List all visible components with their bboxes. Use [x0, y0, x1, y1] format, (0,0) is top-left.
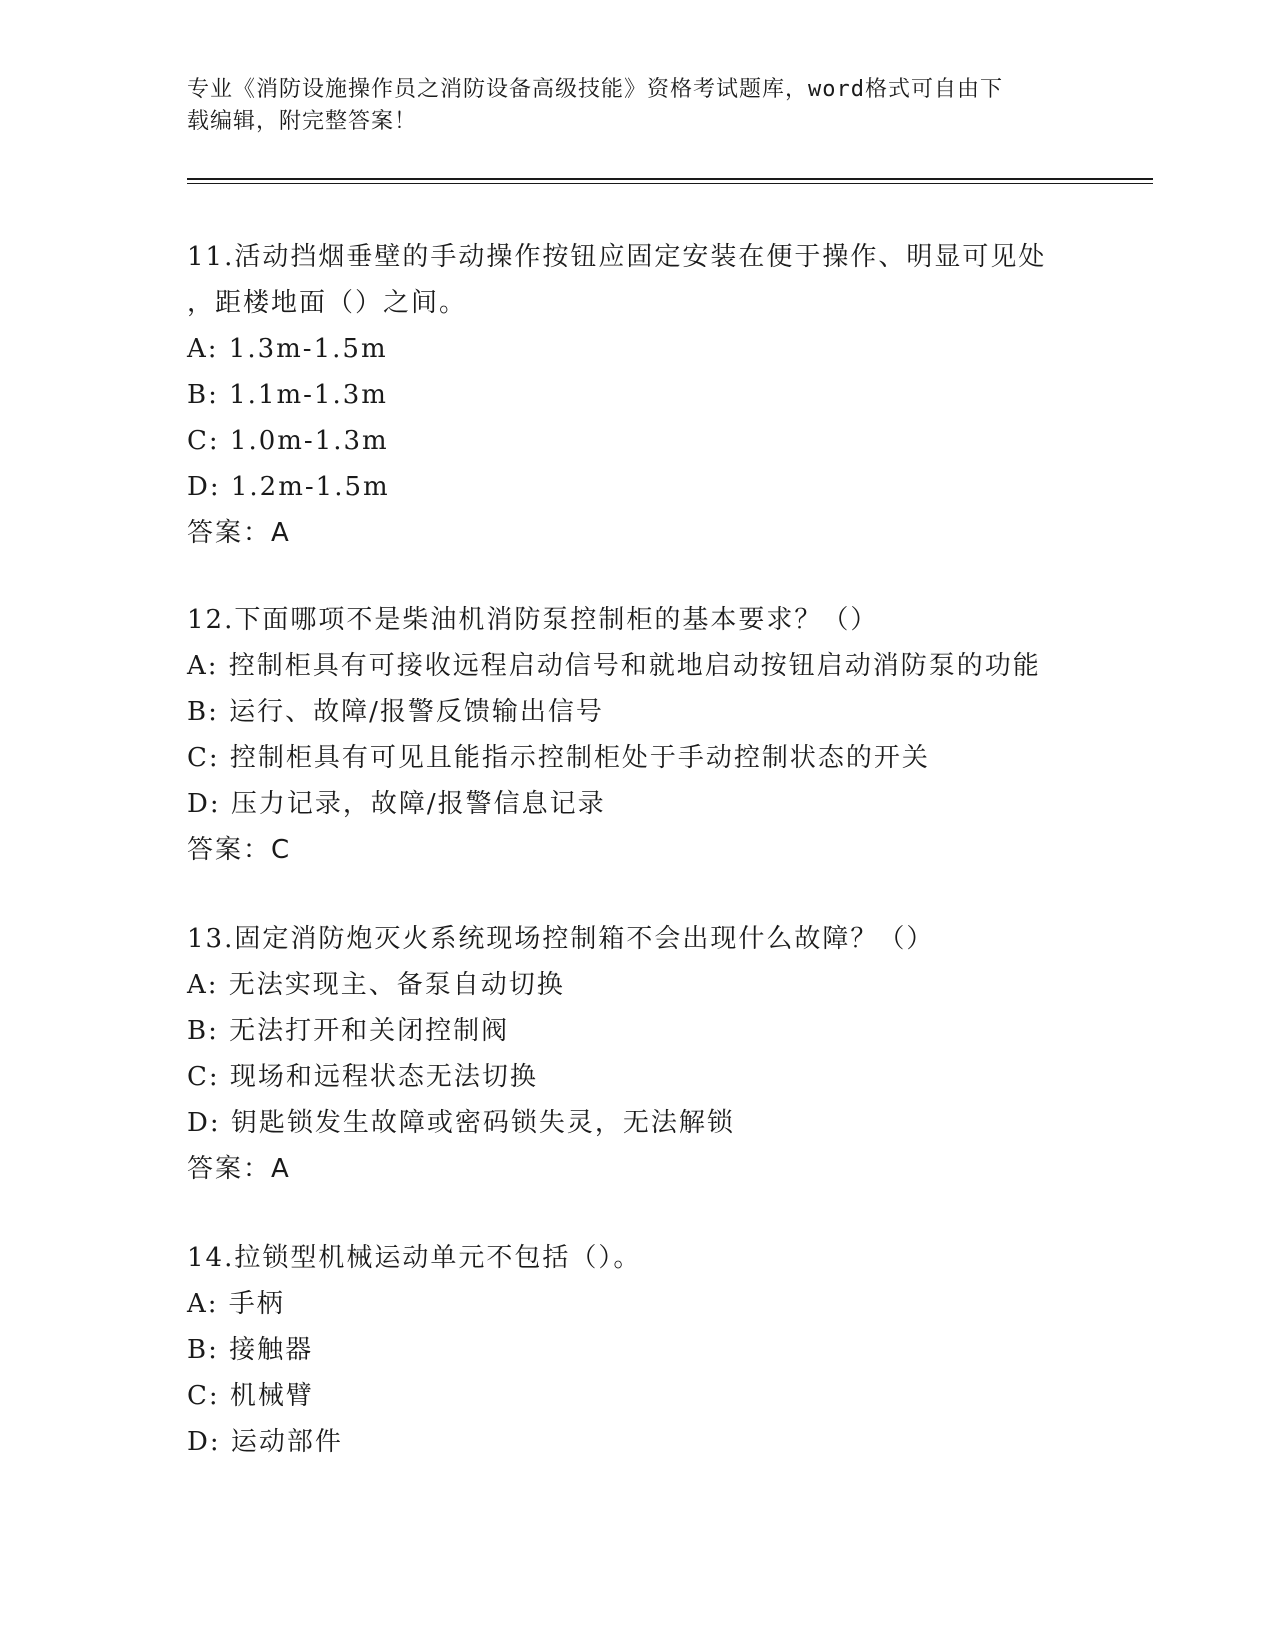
option-a: A: 手柄	[187, 1289, 285, 1319]
option-d: D: 钥匙锁发生故障或密码锁失灵，无法解锁	[187, 1108, 735, 1138]
document-header	[187, 74, 1067, 138]
header-divider-thin	[187, 183, 1153, 184]
header-line-2: 载编辑，附完整答案！	[187, 109, 418, 134]
option-a: A: 无法实现主、备泵自动切换	[187, 970, 565, 1000]
header-line-1: 专业《消防设施操作员之消防设备高级技能》资格考试题库，word格式可自由下	[187, 77, 1003, 102]
answer: 答案：A	[187, 518, 291, 548]
option-b: B: 1.1m-1.3m	[187, 380, 388, 410]
option-d: D: 压力记录，故障/报警信息记录	[187, 789, 606, 819]
option-c: C: 机械臂	[187, 1381, 314, 1411]
question-stem: 13.固定消防炮灭火系统现场控制箱不会出现什么故障？（）	[187, 924, 935, 954]
question-12	[187, 597, 1087, 873]
option-c: C: 现场和远程状态无法切换	[187, 1062, 538, 1092]
option-b: B: 运行、故障/报警反馈输出信号	[187, 697, 604, 727]
question-11	[187, 234, 1087, 556]
question-13	[187, 916, 1087, 1192]
option-b: B: 接触器	[187, 1335, 314, 1365]
option-c: C: 1.0m-1.3m	[187, 426, 389, 456]
option-a: A: 1.3m-1.5m	[187, 334, 388, 364]
question-stem: 12.下面哪项不是柴油机消防泵控制柜的基本要求？（）	[187, 605, 879, 635]
question-stem-continued: ，距楼地面（）之间。	[187, 288, 468, 318]
question-stem: 11.活动挡烟垂壁的手动操作按钮应固定安装在便于操作、明显可见处	[187, 242, 1047, 272]
header-divider-thick	[187, 178, 1153, 180]
question-14	[187, 1235, 1087, 1465]
option-b: B: 无法打开和关闭控制阀	[187, 1016, 510, 1046]
option-a: A: 控制柜具有可接收远程启动信号和就地启动按钮启动消防泵的功能	[187, 651, 1041, 681]
option-d: D: 1.2m-1.5m	[187, 472, 390, 502]
answer: 答案：A	[187, 1154, 291, 1184]
question-stem: 14.拉锁型机械运动单元不包括（）。	[187, 1243, 642, 1273]
answer: 答案：C	[187, 835, 292, 865]
option-d: D: 运动部件	[187, 1427, 343, 1457]
option-c: C: 控制柜具有可见且能指示控制柜处于手动控制状态的开关	[187, 743, 930, 773]
